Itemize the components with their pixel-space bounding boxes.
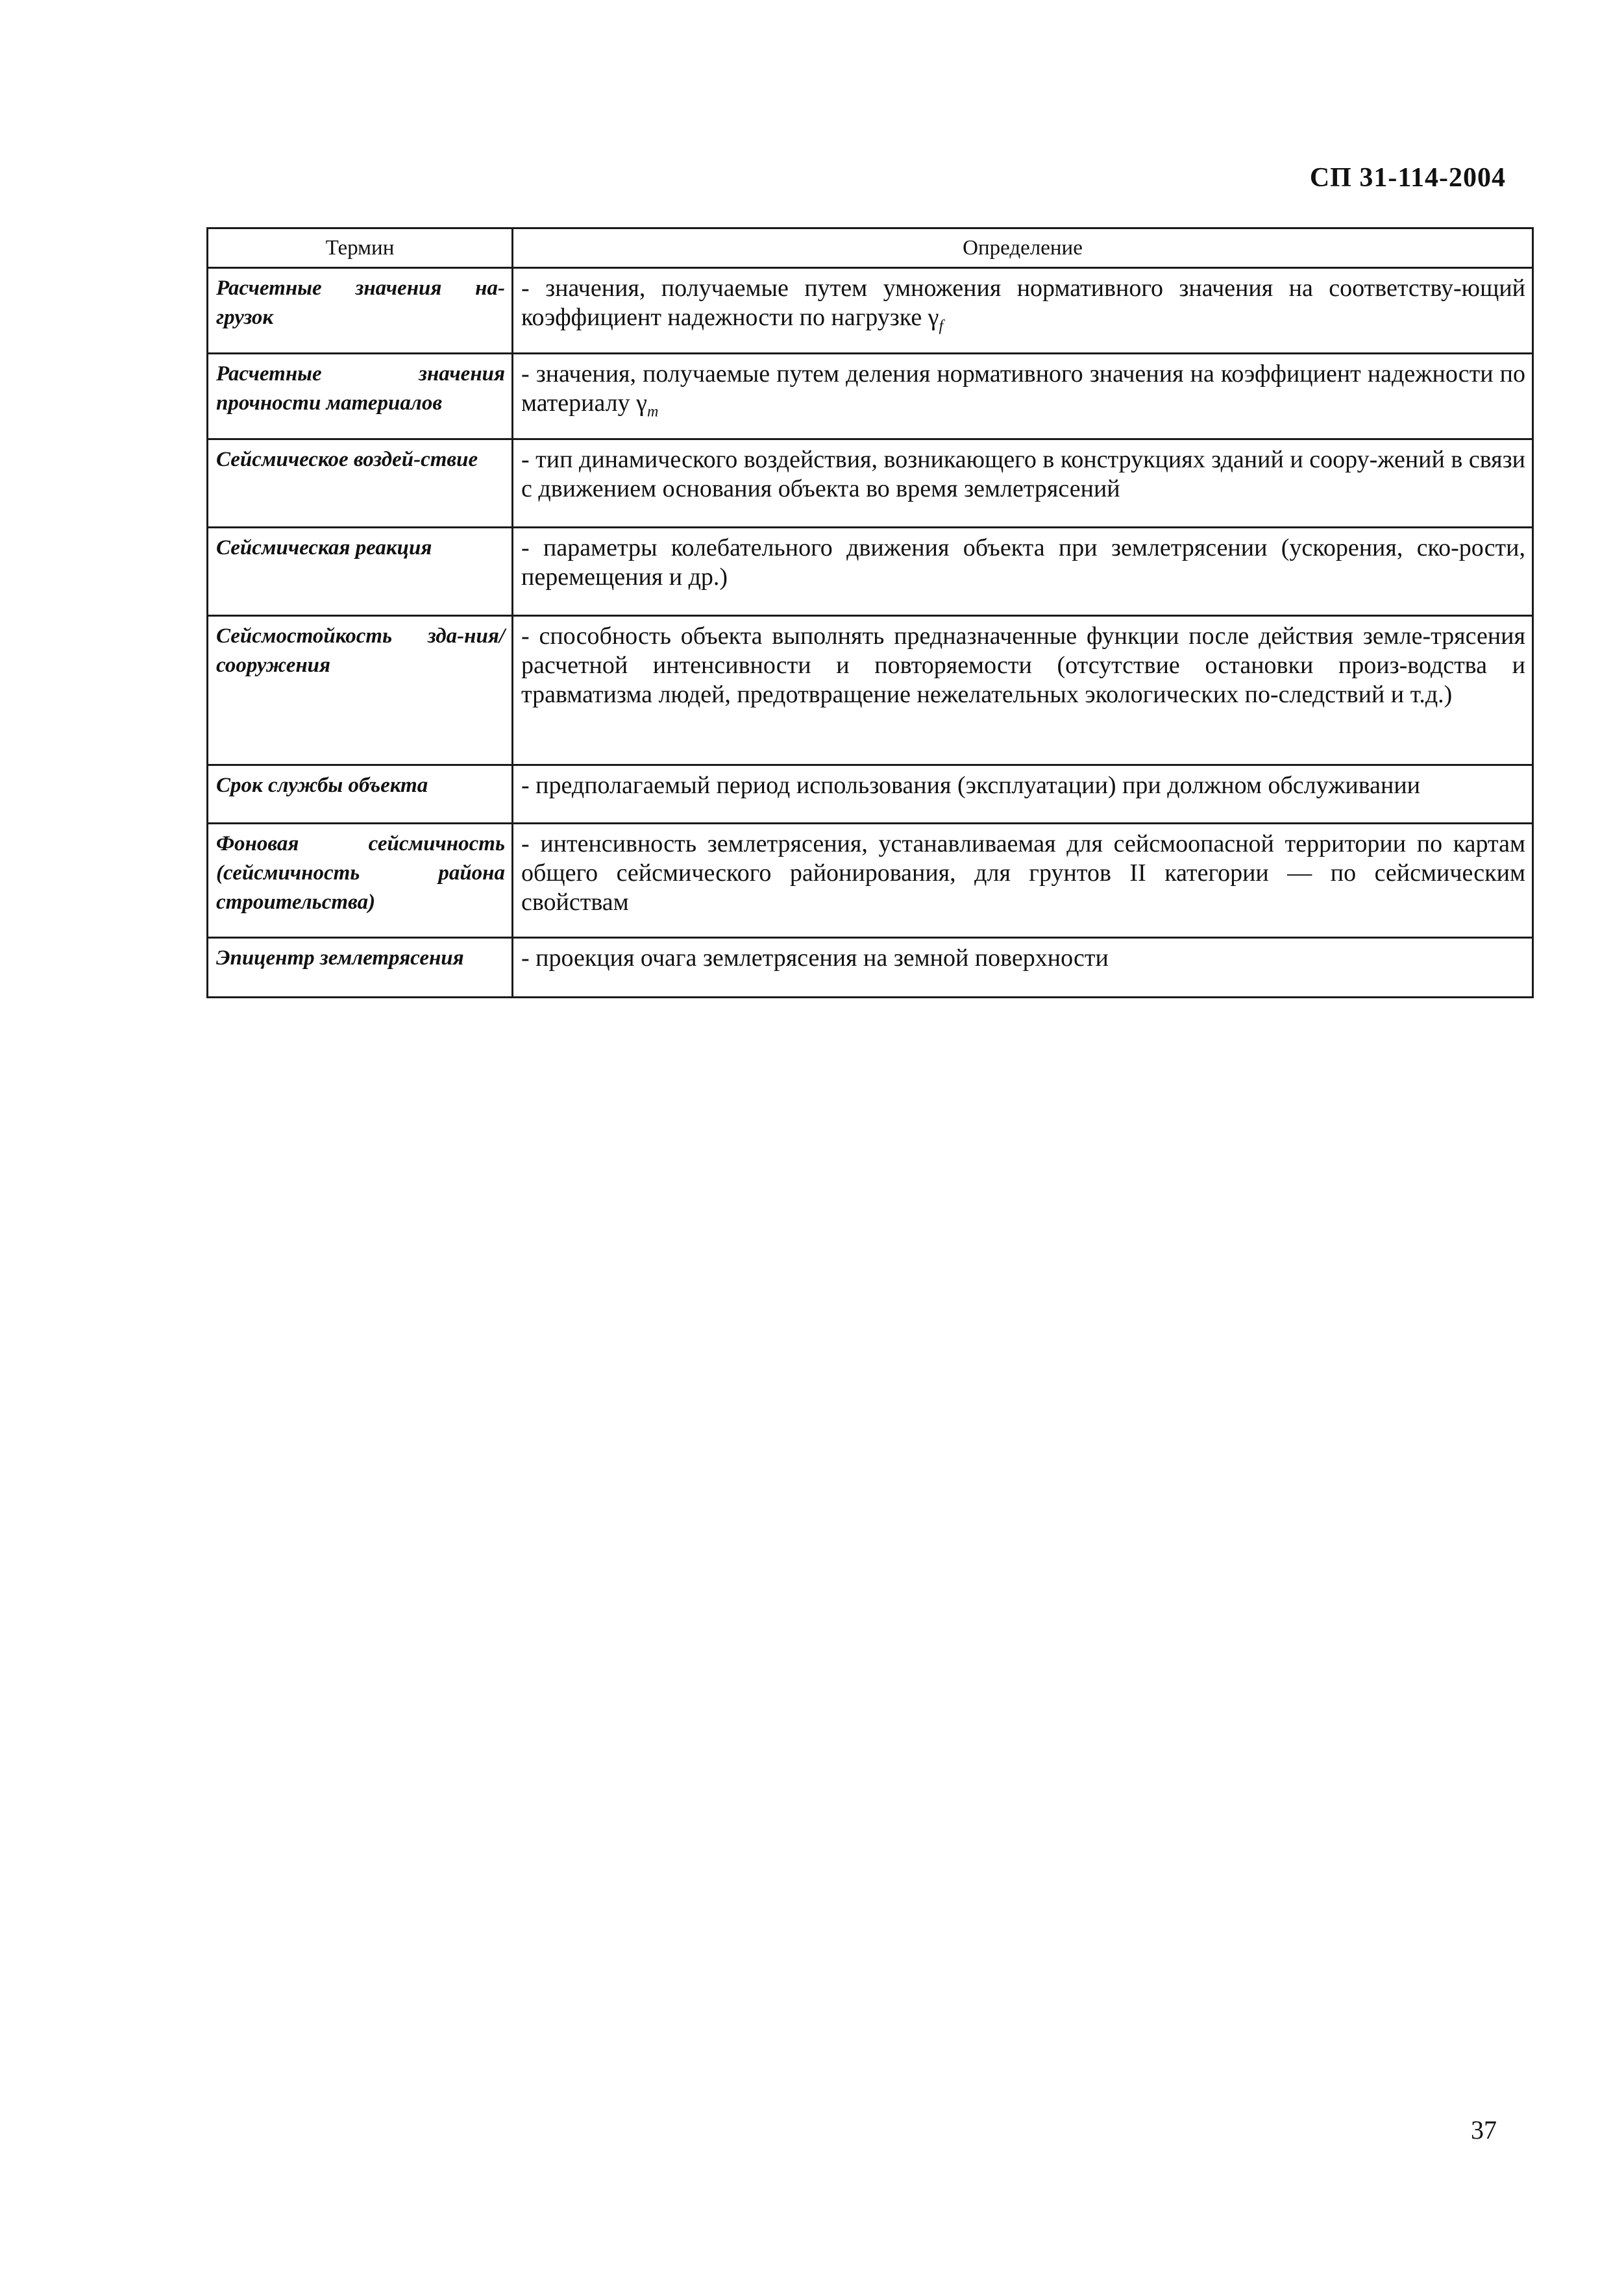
document-code: СП 31-114-2004 [1309,163,1506,193]
terms-definitions-table [206,227,1534,998]
definition-cell: - интенсивность землетрясения, устанавливаемая для сейсмоопасной территории по картам общего сейсмического районирования, для грунтов II категории — по сейсмическим свойствам [513,824,1533,938]
table-row [208,765,1533,824]
term-cell: Фоновая сейсмичность (сейсмичность района строительства) [208,824,513,938]
definition-cell [513,354,1533,439]
symbol-subscript: m [646,403,659,421]
table-row [208,268,1533,354]
term-cell: Сейсмическое воздей-ствие [208,439,513,528]
table-row [208,616,1533,765]
page-number: 37 [1471,2115,1497,2145]
definition-text: - значения, получаемые путем умножения нормативного значения на соответству-ющий коэффициент надежности по нагрузке γ [521,275,1525,331]
term-cell: Сейсмическая реакция [208,528,513,616]
term-cell: Расчетные значения на-грузок [208,268,513,354]
definition-cell [513,268,1533,354]
table-row [208,824,1533,938]
term-cell: Расчетные значения прочности материалов [208,354,513,439]
table-row [208,938,1533,998]
definition-cell: - проекция очага землетрясения на земной поверхности [513,938,1533,998]
table-row [208,439,1533,528]
table-header-row [208,228,1533,268]
term-cell: Эпицентр землетрясения [208,938,513,998]
symbol-subscript: f [939,317,944,335]
table-row [208,354,1533,439]
definition-cell: - параметры колебательного движения объекта при землетрясении (ускорения, ско-рости, перемещения и др.) [513,528,1533,616]
term-cell: Срок службы объекта [208,765,513,824]
column-header-definition: Определение [513,228,1533,268]
definition-cell: - тип динамического воздействия, возникающего в конструкциях зданий и соору-жений в связи с движением основания объекта во время землетрясений [513,439,1533,528]
table-row [208,528,1533,616]
term-cell: Сейсмостойкость зда-ния/сооружения [208,616,513,765]
definition-cell: - предполагаемый период использования (эксплуатации) при должном обслуживании [513,765,1533,824]
definition-text: - значения, получаемые путем деления нормативного значения на коэффициент надежности по материалу γ [521,360,1525,417]
definition-cell: - способность объекта выполнять предназначенные функции после действия земле-трясения расчетной интенсивности и повторяемости (отсутствие остановки произ-водства и травматизма людей, предотвращение нежелательных экологических по-следствий и т.д.) [513,616,1533,765]
column-header-term: Термин [208,228,513,268]
